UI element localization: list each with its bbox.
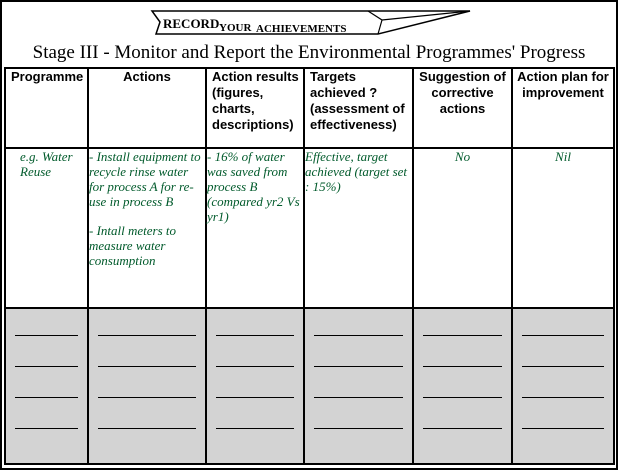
blank-cell-programme[interactable] [5, 308, 88, 464]
banner-arrow [0, 0, 618, 42]
example-plan: Nil [512, 148, 614, 308]
blank-cell-actions[interactable] [88, 308, 206, 464]
blank-cell-results[interactable] [206, 308, 304, 464]
example-action-2: - Intall meters to measure water consumption [89, 223, 177, 268]
header-action-plan: Action plan for improvement [512, 68, 614, 148]
example-programme: e.g. Water Reuse [5, 148, 88, 308]
header-action-results: Action results (figures, charts, descriptions) [206, 68, 304, 148]
blank-cell-plan[interactable] [512, 308, 614, 464]
example-suggestion: No [413, 148, 512, 308]
blank-cell-targets[interactable] [304, 308, 413, 464]
header-suggestion: Suggestion of corrective actions [413, 68, 512, 148]
blank-entry-row [5, 308, 614, 464]
example-actions [88, 148, 206, 308]
example-result: - 16% of water was saved from process B (compared yr2 Vs yr1) [206, 148, 304, 308]
blank-cell-suggestion[interactable] [413, 308, 512, 464]
progress-table [4, 67, 615, 465]
example-action-1: - Install equipment to recycle rinse water for process A for re-use in process B [89, 149, 201, 209]
header-targets-achieved: Targets achieved ? (assessment of effectiveness) [304, 68, 413, 148]
banner-word-your: YOUR [219, 22, 252, 34]
example-target: Effective, target achieved (target set : 15%) [304, 148, 413, 308]
banner-word-record: RECORD [163, 16, 220, 31]
banner-word-achievements: ACHIEVEMENTS [256, 23, 347, 35]
example-row [5, 148, 614, 308]
page-title: Stage III - Monitor and Report the Environmental Programmes' Progress [32, 42, 586, 63]
header-row [5, 68, 614, 148]
header-actions: Actions [88, 68, 206, 148]
header-programme: Programme [5, 68, 88, 148]
